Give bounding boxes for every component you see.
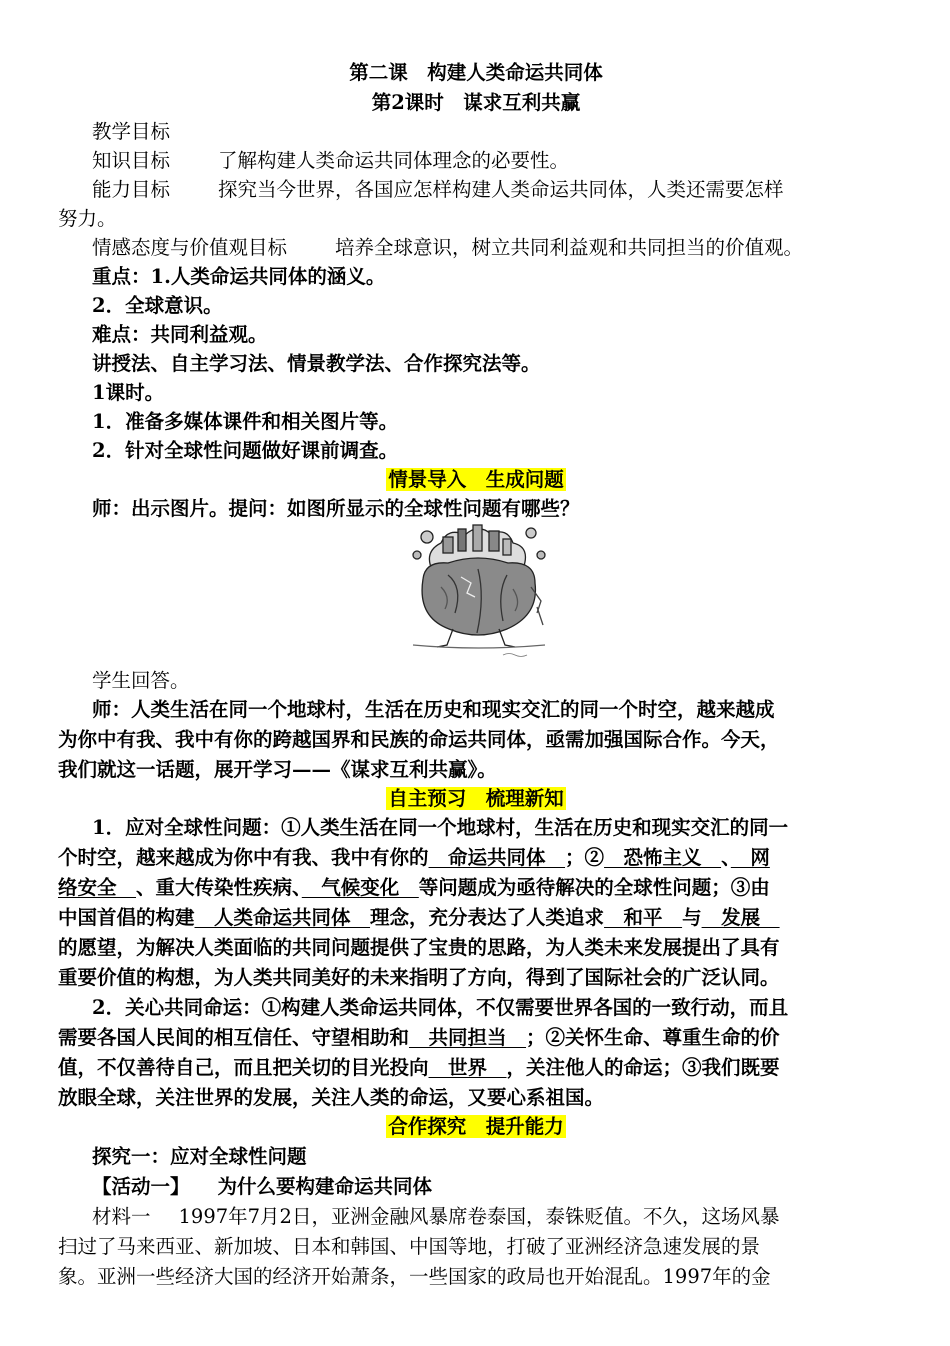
answer-blank: 发展 bbox=[701, 906, 780, 929]
lesson-title: 第二课 构建人类命运共同体 bbox=[349, 61, 603, 84]
global-problems-illustration bbox=[403, 517, 553, 663]
lesson-subtitle: 第2课时 谋求互利共赢 bbox=[371, 91, 581, 114]
answer-blank: 世界 bbox=[428, 1056, 507, 1079]
preview-p1-line4: 中国首倡的构建 人类命运共同体 理念，充分表达了人类追求 和平 与 发展 bbox=[58, 906, 780, 929]
difficulty: 难点：共同利益观。 bbox=[92, 323, 268, 346]
ability-goal-cont: 努力。 bbox=[58, 207, 117, 230]
answer-blank: 共同担当 bbox=[409, 1026, 527, 1049]
section-heading-intro: 情景导入 生成问题 bbox=[388, 468, 564, 491]
knowledge-goal: 知识目标 了解构建人类命运共同体理念的必要性。 bbox=[92, 149, 570, 172]
section-heading-preview: 自主预习 梳理新知 bbox=[388, 787, 564, 810]
preview-p1-line5: 的愿望，为解决人类面临的共同问题提供了宝贵的思路，为人类未来发展提出了具有 bbox=[58, 936, 780, 959]
preview-p2-line1: 2．关心共同命运：①构建人类命运共同体，不仅需要世界各国的一致行动，而且 bbox=[92, 996, 789, 1019]
ability-goal: 能力目标 探究当今世界，各国应怎样构建人类命运共同体，人类还需要怎样 bbox=[92, 178, 784, 201]
material-1-line2: 扫过了马来西亚、新加坡、日本和韩国、中国等地，打破了亚洲经济急速发展的景 bbox=[58, 1235, 761, 1258]
section-heading-explore: 合作探究 提升能力 bbox=[388, 1115, 564, 1138]
key-point-1: 重点：1.人类命运共同体的涵义。 bbox=[92, 265, 386, 288]
teacher-intro-2: 为你中有我、我中有你的跨越国界和民族的命运共同体，亟需加强国际合作。今天， bbox=[58, 728, 780, 751]
answer-blank: 网 bbox=[730, 846, 770, 869]
answer-blank: 和平 bbox=[604, 906, 683, 929]
teaching-methods: 讲授法、自主学习法、情景教学法、合作探究法等。 bbox=[92, 352, 541, 375]
class-hours: 1课时。 bbox=[92, 381, 165, 404]
explore-1-heading: 探究一：应对全球性问题 bbox=[92, 1145, 307, 1168]
preview-p1-line3: 络安全 、重大传染性疾病、 气候变化 等问题成为亟待解决的全球性问题；③由 bbox=[58, 876, 770, 899]
answer-blank: 人类命运共同体 bbox=[194, 906, 371, 929]
teacher-intro-3: 我们就这一话题，展开学习——《谋求互利共赢》。 bbox=[58, 758, 497, 781]
teacher-intro-1: 师：人类生活在同一个地球村，生活在历史和现实交汇的同一个时空，越来越成 bbox=[92, 698, 775, 721]
preview-p2-line3: 值，不仅善待自己，而且把关切的目光投向 世界 ，关注他人的命运；③我们既要 bbox=[58, 1056, 780, 1079]
emotion-goal: 情感态度与价值观目标 培养全球意识，树立共同利益观和共同担当的价值观。 bbox=[92, 236, 804, 259]
preview-p2-line2: 需要各国人民间的相互信任、守望相助和 共同担当 ；②关怀生命、尊重生命的价 bbox=[58, 1026, 780, 1049]
preview-p1-line1: 1．应对全球性问题：①人类生活在同一个地球村，生活在历史和现实交汇的同一 bbox=[92, 816, 789, 839]
activity-1: 【活动一】 为什么要构建命运共同体 bbox=[92, 1175, 433, 1198]
student-answer: 学生回答。 bbox=[92, 669, 190, 692]
key-point-2: 2．全球意识。 bbox=[92, 294, 223, 317]
material-1-line3: 象。亚洲一些经济大国的经济开始萧条，一些国家的政局也开始混乱。1997年的金 bbox=[58, 1265, 771, 1288]
goals-heading: 教学目标 bbox=[92, 120, 171, 143]
answer-blank: 络安全 bbox=[58, 876, 137, 899]
prep-1: 1．准备多媒体课件和相关图片等。 bbox=[92, 410, 399, 433]
preview-p1-line2: 个时空，越来越成为你中有我、我中有你的 命运共同体 ；② 恐怖主义 、 网 bbox=[58, 846, 770, 869]
answer-blank: 恐怖主义 bbox=[604, 846, 722, 869]
prep-2: 2．针对全球性问题做好课前调查。 bbox=[92, 439, 399, 462]
preview-p2-line4: 放眼全球，关注世界的发展，关注人类的命运，又要心系祖国。 bbox=[58, 1086, 605, 1109]
preview-p1-line6: 重要价值的构想，为人类共同美好的未来指明了方向，得到了国际社会的广泛认同。 bbox=[58, 966, 780, 989]
answer-blank: 气候变化 bbox=[301, 876, 419, 899]
teacher-question: 师：出示图片。提问：如图所显示的全球性问题有哪些？ bbox=[92, 497, 580, 520]
answer-blank: 命运共同体 bbox=[428, 846, 566, 869]
material-1-line1: 材料一 1997年7月2日，亚洲金融风暴席卷泰国，泰铢贬值。不久，这场风暴 bbox=[92, 1205, 780, 1228]
